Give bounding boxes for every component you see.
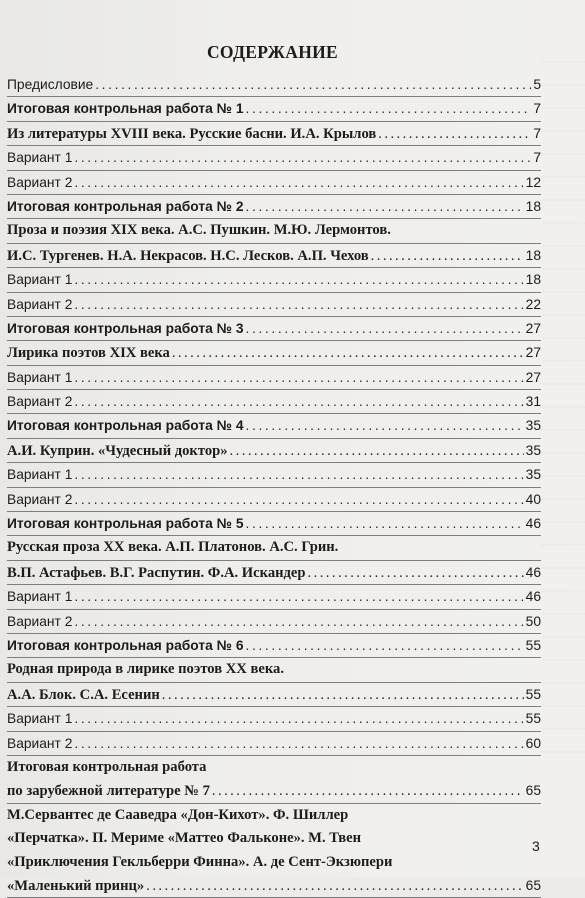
- toc-entry-page: 65: [525, 877, 541, 893]
- dot-leader: [74, 268, 523, 291]
- toc-entry-page: 46: [525, 564, 541, 580]
- dot-leader: [74, 488, 523, 511]
- dot-leader: [74, 146, 531, 169]
- dot-leader: [246, 634, 524, 657]
- toc-entry: [7, 707, 541, 731]
- toc-entry: [7, 293, 541, 317]
- dot-leader: [212, 780, 524, 803]
- dot-leader: [308, 562, 524, 585]
- toc-entry-title: «Маленький принц»: [7, 877, 145, 894]
- dot-leader: [74, 707, 523, 730]
- toc-entry-title: Лирика поэтов XIX века: [7, 345, 170, 362]
- toc-entry-title: Русская проза XX века. А.П. Платонов. А.С. Грин.: [7, 539, 339, 556]
- toc-entry-title: Вариант 2: [7, 491, 73, 507]
- toc-entry-page: 35: [525, 467, 541, 483]
- dot-leader: [74, 585, 523, 608]
- toc-entry-page: 55: [525, 686, 541, 702]
- toc-entry-title: Итоговая контрольная работа № 6: [7, 637, 244, 653]
- dot-leader: [371, 245, 524, 268]
- dot-leader: [246, 317, 524, 340]
- toc-entry: [7, 317, 541, 341]
- toc-entry: [7, 414, 541, 438]
- toc-entry-page: 35: [525, 442, 541, 458]
- toc-entry: [7, 634, 541, 658]
- toc-entry-title: Вариант 1: [7, 369, 73, 385]
- toc-entry: [7, 366, 541, 390]
- toc-entry: [7, 585, 541, 609]
- toc-entry-title: Вариант 2: [7, 174, 73, 190]
- toc-entry-page: 27: [525, 345, 541, 361]
- toc-entry-title: Вариант 2: [7, 613, 73, 629]
- toc-entry: [7, 610, 541, 634]
- toc-entry: [7, 390, 541, 414]
- toc-entry: [7, 195, 541, 219]
- toc-entry-title: Итоговая контрольная работа: [7, 758, 207, 775]
- dot-leader: [74, 293, 523, 316]
- toc-entry-title: А.И. Куприн. «Чудесный доктор»: [7, 442, 228, 459]
- toc-entry: [7, 732, 541, 756]
- toc-entry-title: Вариант 1: [7, 467, 73, 483]
- toc-entry-title: Родная природа в лирике поэтов XX века.: [7, 661, 284, 678]
- toc-entry-page: 46: [525, 516, 541, 532]
- toc-entry-title: Вариант 2: [7, 394, 73, 410]
- toc-entry-page: 7: [533, 125, 541, 141]
- dot-leader: [74, 390, 523, 413]
- toc-entry: [7, 536, 541, 560]
- dot-leader: [74, 463, 523, 486]
- toc-entry: [7, 512, 541, 536]
- toc-entry-page: 27: [525, 369, 541, 385]
- toc-entry-title: Итоговая контрольная работа № 5: [7, 516, 244, 532]
- dot-leader: [95, 73, 531, 96]
- toc-entry: [7, 219, 541, 243]
- page-number: 3: [532, 838, 540, 854]
- toc-entry-page: 5: [533, 77, 541, 92]
- toc-entry-page: 18: [525, 198, 541, 214]
- dot-leader: [246, 195, 524, 218]
- toc-entry-page: 35: [525, 418, 541, 434]
- toc-entry-page: 55: [525, 711, 541, 727]
- toc-entry-page: 60: [525, 735, 541, 751]
- page-title: СОДЕРЖАНИЕ: [206, 42, 338, 62]
- dot-leader: [246, 512, 524, 535]
- toc-entry-title: по зарубежной литературе № 7: [7, 783, 210, 800]
- toc-entry-title: Проза и поэзия XIX века. А.С. Пушкин. М.Ю. Лермонтов.: [7, 222, 391, 239]
- toc-entry: [7, 851, 541, 874]
- toc-entry-title: М.Сервантес де Сааведра «Дон-Кихот». Ф. Шиллер: [7, 806, 349, 823]
- dot-leader: [378, 123, 531, 146]
- dot-leader: [246, 97, 532, 120]
- toc-entry: [7, 439, 541, 463]
- toc-entry: [7, 804, 541, 827]
- toc-entry-page: 40: [525, 491, 541, 507]
- toc-entry-title: «Приключения Гекльберри Финна». А. де Сент-Экзюпери: [7, 853, 393, 870]
- toc-entry-page: 12: [525, 174, 541, 190]
- toc-entry-title: Вариант 2: [7, 735, 73, 751]
- toc-entry-page: 27: [525, 320, 541, 336]
- toc-entry: [7, 171, 541, 195]
- toc-entry: [7, 658, 541, 682]
- toc-entry-page: 31: [525, 394, 541, 410]
- toc-entry-title: Итоговая контрольная работа № 1: [7, 101, 244, 117]
- toc-entry-page: 7: [533, 150, 541, 166]
- toc-entry: [7, 463, 541, 487]
- toc-entry-title: Итоговая контрольная работа № 3: [7, 320, 244, 336]
- toc-entry: [7, 122, 541, 146]
- toc-entry: [7, 97, 541, 121]
- bleed-through-shadow: [541, 40, 585, 760]
- toc-entry-title: А.А. Блок. С.А. Есенин: [7, 686, 160, 703]
- toc-entry-title: Вариант 1: [7, 711, 73, 727]
- toc-entry-page: 18: [525, 272, 541, 288]
- dot-leader: [74, 610, 523, 633]
- dot-leader: [230, 440, 524, 463]
- toc-entry-title: В.П. Астафьев. В.Г. Распутин. Ф.А. Искандер: [7, 564, 306, 581]
- toc-entry-title: Вариант 1: [7, 272, 73, 288]
- dot-leader: [246, 414, 524, 437]
- table-of-contents: [7, 73, 541, 898]
- toc-entry: [7, 561, 541, 585]
- dot-leader: [162, 684, 524, 707]
- toc-entry-page: 22: [525, 296, 541, 312]
- toc-entry: [7, 268, 541, 292]
- toc-entry-page: 7: [533, 101, 541, 117]
- toc-entry-page: 55: [525, 637, 541, 653]
- dot-leader: [74, 366, 523, 389]
- toc-entry-title: Вариант 2: [7, 296, 73, 312]
- toc-entry: [7, 779, 541, 803]
- toc-entry-title: «Перчатка». П. Мериме «Маттео Фальконе». М. Твен: [7, 830, 362, 847]
- toc-entry-title: Вариант 1: [7, 589, 73, 605]
- toc-entry: [7, 341, 541, 365]
- toc-entry-title: Вариант 1: [7, 150, 73, 166]
- dot-leader: [146, 875, 523, 898]
- toc-entry: [7, 874, 541, 898]
- toc-entry: [7, 827, 541, 850]
- toc-entry-title: И.С. Тургенев. Н.А. Некрасов. Н.С. Лесков. А.П. Чехов: [7, 247, 369, 264]
- toc-entry-page: 46: [525, 589, 541, 605]
- toc-entry: [7, 146, 541, 170]
- toc-entry-title: Итоговая контрольная работа № 2: [7, 198, 244, 214]
- toc-entry-page: 65: [525, 783, 541, 799]
- toc-entry-page: 18: [525, 247, 541, 263]
- toc-entry: [7, 756, 541, 779]
- toc-entry-title: Из литературы XVIII века. Русские басни. И.А. Крылов: [7, 125, 377, 142]
- toc-entry: [7, 488, 541, 512]
- toc-entry-title: Предисловие: [7, 77, 94, 92]
- dot-leader: [172, 342, 524, 365]
- toc-entry-page: 50: [525, 613, 541, 629]
- toc-entry: [7, 244, 541, 268]
- toc-entry: [7, 73, 541, 97]
- toc-entry: [7, 683, 541, 707]
- dot-leader: [74, 732, 523, 755]
- dot-leader: [74, 171, 523, 194]
- toc-entry-title: Итоговая контрольная работа № 4: [7, 418, 244, 434]
